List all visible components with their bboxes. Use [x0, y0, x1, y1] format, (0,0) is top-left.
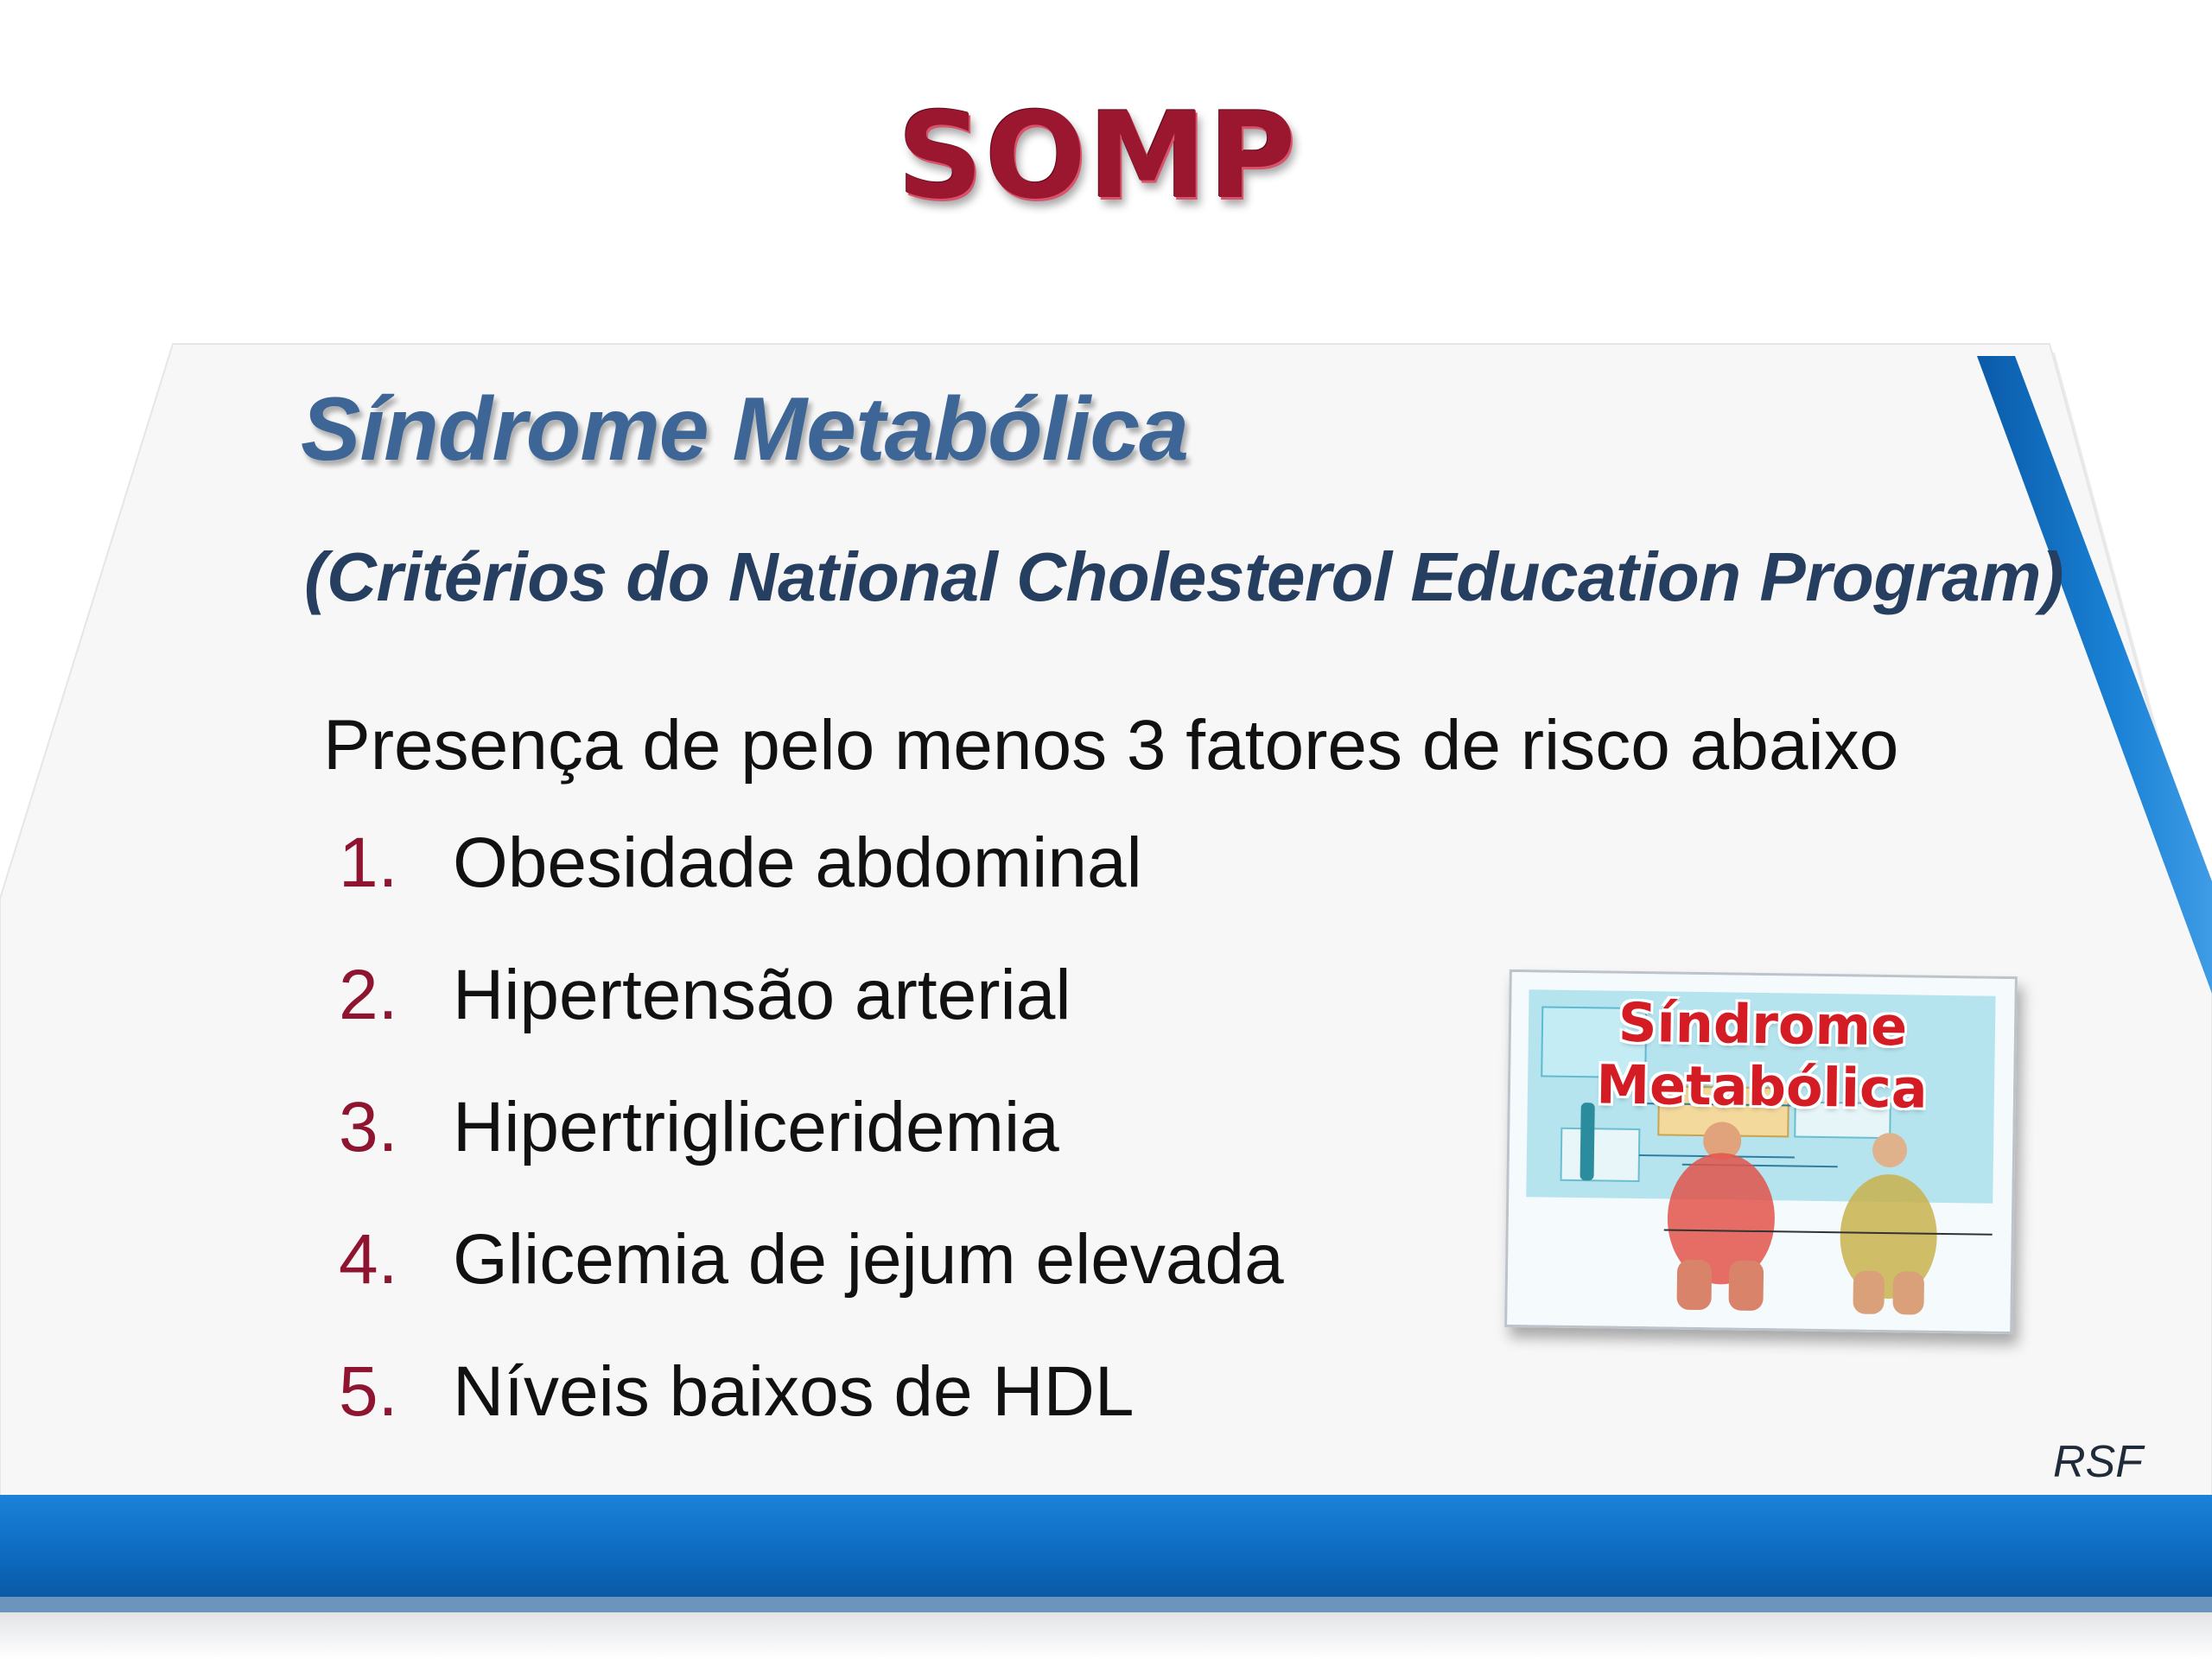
list-item [339, 1219, 1284, 1351]
list-number: 4. [339, 1220, 398, 1299]
list-number: 1. [339, 823, 398, 902]
list-text: Hipertrigliceridemia [453, 1088, 1059, 1166]
metabolic-syndrome-illustration [1504, 969, 2018, 1334]
list-item [339, 823, 1284, 955]
list-text: Hipertensão arterial [453, 956, 1071, 1034]
intro-text: Presença de pelo menos 3 fatores de risco abaixo [323, 706, 1899, 785]
list-number: 3. [339, 1088, 398, 1166]
author-signature: RSF [2053, 1437, 2143, 1487]
illustration-title-line2: Metabólica [1595, 1052, 1929, 1121]
list-item [339, 1351, 1284, 1484]
page-title: SOMP [897, 86, 1298, 226]
list-item [339, 955, 1284, 1087]
list-item [339, 1087, 1284, 1219]
risk-factor-list [339, 823, 1284, 1484]
list-text: Glicemia de jejum elevada [453, 1220, 1284, 1299]
list-text: Níveis baixos de HDL [453, 1352, 1135, 1431]
slide-heading: Síndrome Metabólica [301, 379, 1188, 480]
illustration-title-line1: Síndrome [1618, 990, 1908, 1058]
list-text: Obesidade abdominal [453, 823, 1142, 902]
list-number: 2. [339, 956, 398, 1034]
slide-subtitle: (Critérios do National Cholesterol Education Program) [304, 538, 2063, 615]
list-number: 5. [339, 1352, 398, 1431]
